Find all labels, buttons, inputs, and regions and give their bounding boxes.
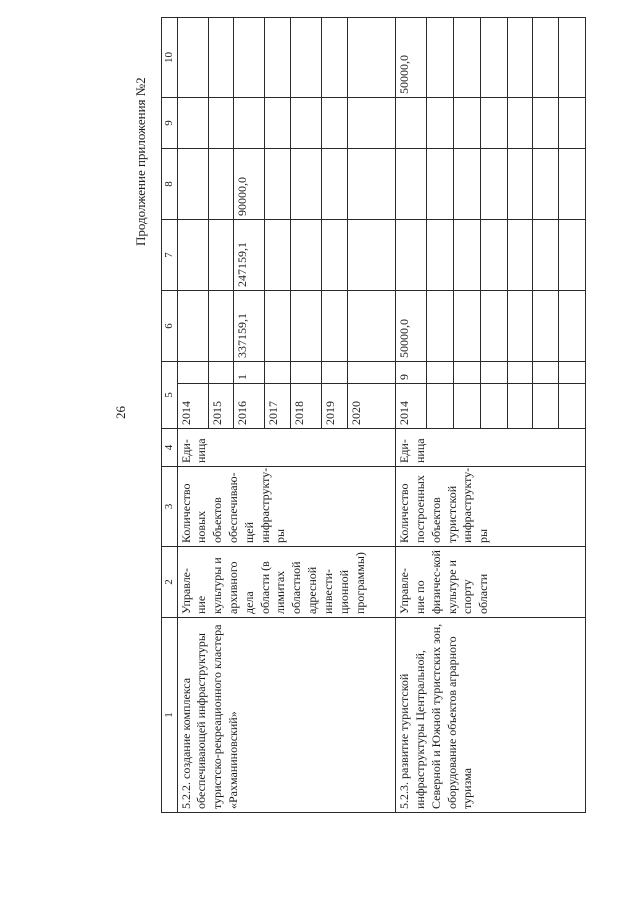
value-cell: 337159,1	[234, 291, 265, 362]
value-cell	[291, 362, 322, 384]
value-cell	[427, 291, 454, 362]
year-cell: 2018	[291, 384, 322, 429]
value-cell	[533, 362, 559, 384]
value-cell	[322, 18, 348, 98]
column-number-header: 3	[162, 467, 178, 547]
executor-cell: Управле-ние культуры и архивного дела области (в лимитах областной адресной инвести-ционной программы)	[177, 547, 396, 618]
value-cell	[177, 220, 208, 291]
value-cell	[208, 291, 234, 362]
value-cell	[234, 18, 265, 98]
value-cell	[347, 291, 395, 362]
value-cell	[265, 291, 291, 362]
value-cell	[454, 291, 481, 362]
value-cell	[396, 149, 427, 220]
value-cell	[454, 362, 481, 384]
column-number-header: 8	[162, 149, 178, 220]
value-cell	[533, 149, 559, 220]
value-cell: 9	[396, 362, 427, 384]
column-number-header: 5	[162, 362, 178, 429]
value-cell	[427, 149, 454, 220]
column-number-header: 10	[162, 18, 178, 98]
value-cell	[533, 291, 559, 362]
value-cell	[507, 98, 533, 149]
value-cell	[208, 362, 234, 384]
value-cell	[265, 98, 291, 149]
value-cell	[347, 18, 395, 98]
value-cell	[322, 149, 348, 220]
column-number-header: 6	[162, 291, 178, 362]
value-cell	[291, 98, 322, 149]
value-cell	[208, 220, 234, 291]
value-cell	[177, 149, 208, 220]
value-cell	[347, 98, 395, 149]
value-cell	[507, 18, 533, 98]
year-cell: 2017	[265, 384, 291, 429]
year-cell	[533, 384, 559, 429]
value-cell	[507, 220, 533, 291]
value-cell	[322, 98, 348, 149]
value-cell	[427, 362, 454, 384]
value-cell	[208, 18, 234, 98]
value-cell	[322, 362, 348, 384]
year-cell	[480, 384, 507, 429]
appendix-table	[161, 17, 586, 813]
value-cell	[291, 220, 322, 291]
value-cell	[322, 220, 348, 291]
value-cell	[533, 98, 559, 149]
column-number-header: 9	[162, 98, 178, 149]
value-cell	[291, 18, 322, 98]
value-cell	[347, 220, 395, 291]
column-number-header: 2	[162, 547, 178, 618]
value-cell	[427, 18, 454, 98]
value-cell	[322, 291, 348, 362]
year-cell: 2019	[322, 384, 348, 429]
value-cell	[265, 220, 291, 291]
value-cell	[177, 98, 208, 149]
value-cell	[507, 291, 533, 362]
value-cell	[559, 362, 586, 384]
continuation-title: Продолжение приложения №2	[133, 77, 148, 246]
value-cell	[396, 98, 427, 149]
year-cell	[454, 384, 481, 429]
table-row	[177, 18, 208, 813]
value-cell	[265, 149, 291, 220]
value-cell	[559, 291, 586, 362]
rotated-table-wrapper	[161, 18, 586, 813]
value-cell: 50000,0	[396, 18, 427, 98]
value-cell	[533, 18, 559, 98]
value-cell	[559, 18, 586, 98]
value-cell: 1	[234, 362, 265, 384]
value-cell: 90000,0	[234, 149, 265, 220]
value-cell	[559, 149, 586, 220]
value-cell	[427, 98, 454, 149]
value-cell	[208, 98, 234, 149]
value-cell	[396, 220, 427, 291]
unit-cell: Еди-ница	[177, 429, 396, 467]
value-cell	[480, 362, 507, 384]
value-cell	[347, 149, 395, 220]
value-cell: 50000,0	[396, 291, 427, 362]
value-cell	[559, 220, 586, 291]
table-row	[396, 18, 427, 813]
value-cell	[177, 362, 208, 384]
year-cell: 2015	[208, 384, 234, 429]
value-cell	[533, 220, 559, 291]
indicator-cell: Количество новых объектов обеспечиваю-щей инфраструкту-ры	[177, 467, 396, 547]
column-number-header: 4	[162, 429, 178, 467]
value-cell	[454, 98, 481, 149]
value-cell	[347, 362, 395, 384]
year-cell	[507, 384, 533, 429]
page-number: 26	[113, 406, 128, 419]
value-cell	[507, 362, 533, 384]
value-cell	[559, 98, 586, 149]
year-cell	[559, 384, 586, 429]
value-cell	[480, 18, 507, 98]
value-cell	[480, 98, 507, 149]
indicator-cell: Количество построенных объектов туристской инфраструкту-ры	[396, 467, 586, 547]
value-cell	[208, 149, 234, 220]
year-cell: 2020	[347, 384, 395, 429]
value-cell	[454, 220, 481, 291]
value-cell	[480, 220, 507, 291]
year-cell: 2014	[177, 384, 208, 429]
value-cell	[265, 362, 291, 384]
value-cell	[265, 18, 291, 98]
year-cell: 2014	[396, 384, 427, 429]
table-body	[177, 18, 585, 813]
column-number-header: 1	[162, 618, 178, 813]
measure-cell: 5.2.2. создание комплекса обеспечивающей инфраструктуры туристско-рекреационного кластера «Рахманиновский»	[177, 618, 396, 813]
value-cell	[177, 291, 208, 362]
year-cell: 2016	[234, 384, 265, 429]
column-number-header: 7	[162, 220, 178, 291]
value-cell	[480, 291, 507, 362]
value-cell	[507, 149, 533, 220]
value-cell: 247159,1	[234, 220, 265, 291]
column-number-row	[162, 18, 178, 813]
value-cell	[234, 98, 265, 149]
value-cell	[480, 149, 507, 220]
measure-cell: 5.2.3. развитие туристской инфраструктуры Центральной, Северной и Южной туристских зон, оборудование объектов аграрного туризма	[396, 618, 586, 813]
executor-cell: Управле-ние по физичес-кой культуре и спорту области	[396, 547, 586, 618]
value-cell	[427, 220, 454, 291]
year-cell	[427, 384, 454, 429]
value-cell	[454, 149, 481, 220]
unit-cell: Еди-ница	[396, 429, 586, 467]
value-cell	[291, 291, 322, 362]
value-cell	[177, 18, 208, 98]
value-cell	[291, 149, 322, 220]
value-cell	[454, 18, 481, 98]
